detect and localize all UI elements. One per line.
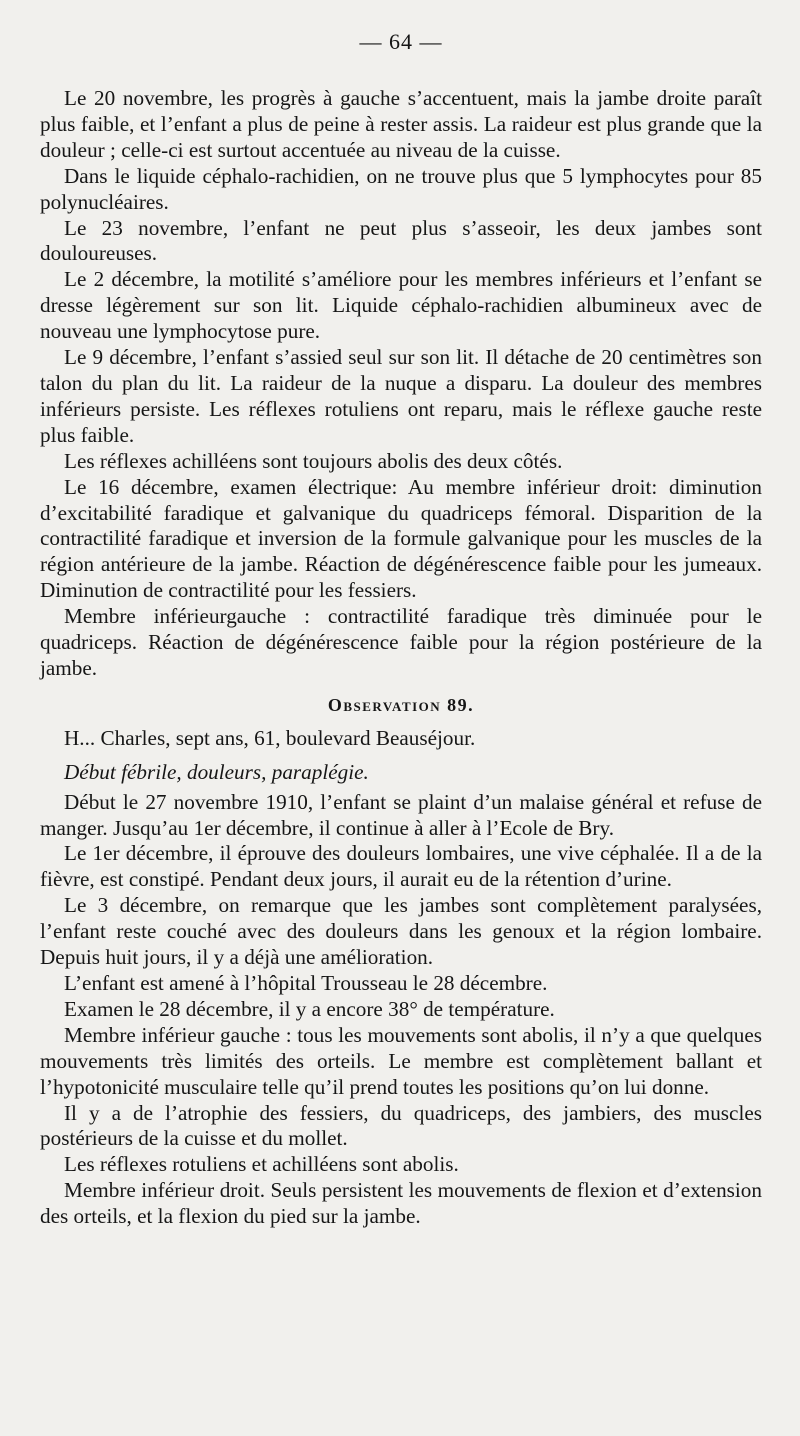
observation-heading: Observation 89. — [327, 694, 475, 715]
paragraph: L’enfant est amené à l’hôpital Trousseau le 28 décembre. — [64, 971, 548, 995]
paragraph: Le 3 décembre, on remarque que les jambes sont complètement paralysées, l’enfant reste couché avec des douleurs dans les genoux et la région lombaire. Depuis huit jours, il y a déjà une amélioration. — [40, 893, 762, 970]
document-page — [40, 24, 762, 1230]
paragraph: Les réflexes achilléens sont toujours abolis des deux côtés. — [64, 448, 563, 473]
page-number: — 64 — — [359, 29, 443, 54]
paragraph: Le 16 décembre, examen électrique: Au membre inférieur droit: diminution d’excitabilité faradique et galvanique du quadriceps fémoral. Disparition de la contractilité faradique et inversion de la formule galvanique pour les muscles de la région antérieure de la jambe. Réaction de dégénérescence faible pour les jumeaux. Diminution de contractilité pour les fessiers. — [40, 474, 762, 603]
paragraph: Dans le liquide céphalo-rachidien, on ne trouve plus que 5 lymphocytes pour 85 polynucléaires. — [40, 163, 762, 214]
paragraph: Membre inférieur gauche : tous les mouvements sont abolis, il n’y a que quelques mouvements très limités des orteils. Le membre est complètement ballant et l’hypotonicité musculaire telle qu’il prend toutes les positions qu’on lui donne. — [40, 1022, 762, 1099]
patient-line: H... Charles, sept ans, 61, boulevard Beauséjour. — [64, 725, 476, 750]
paragraph: Le 23 novembre, l’enfant ne peut plus s’asseoir, les deux jambes sont douloureuses. — [40, 215, 762, 266]
paragraph: Le 9 décembre, l’enfant s’assied seul sur son lit. Il détache de 20 centimètres son talon du plan du lit. La raideur de la nuque a disparu. La douleur des membres inférieurs persiste. Les réflexes rotuliens ont reparu, mais le réflexe gauche reste plus faible. — [40, 345, 762, 447]
paragraph: Début le 27 novembre 1910, l’enfant se plaint d’un malaise général et refuse de manger. Jusqu’au 1er décembre, il continue à aller à l’Ecole de Bry. — [40, 789, 762, 840]
text-block-after — [40, 790, 762, 1230]
text-block-before — [40, 86, 762, 682]
paragraph: Membre inférieur droit. Seuls persistent les mouvements de flexion et d’extension des orteils, et la flexion du pied sur la jambe. — [40, 1178, 762, 1229]
paragraph: Les réflexes rotuliens et achilléens sont abolis. — [64, 1152, 459, 1177]
paragraph: Le 1er décembre, il éprouve des douleurs lombaires, une vive céphalée. Il a de la fièvre, est constipé. Pendant deux jours, il aurait eu de la rétention d’urine. — [40, 841, 762, 892]
paragraph: Le 20 novembre, les progrès à gauche s’accentuent, mais la jambe droite paraît plus faible, et l’enfant a plus de peine à rester assis. La raideur est plus grande que la douleur ; celle-ci est surtout accentuée au niveau de la cuisse. — [40, 86, 762, 162]
paragraph: Il y a de l’atrophie des fessiers, du quadriceps, des jambiers, des muscles postérieurs de la cuisse et du mollet. — [40, 1100, 762, 1151]
case-subtitle: Début fébrile, douleurs, paraplégie. — [64, 759, 369, 784]
paragraph: Membre inférieurgauche : contractilité faradique très diminuée pour le quadriceps. Réaction de dégénérescence faible pour la région postérieure de la jambe. — [40, 604, 762, 680]
paragraph: Le 2 décembre, la motilité s’améliore pour les membres inférieurs et l’enfant se dresse légèrement sur son lit. Liquide céphalo-rachidien albumineux avec de nouveau une lymphocytose pure. — [40, 267, 762, 344]
paragraph: Examen le 28 décembre, il y a encore 38° de température. — [64, 996, 555, 1021]
